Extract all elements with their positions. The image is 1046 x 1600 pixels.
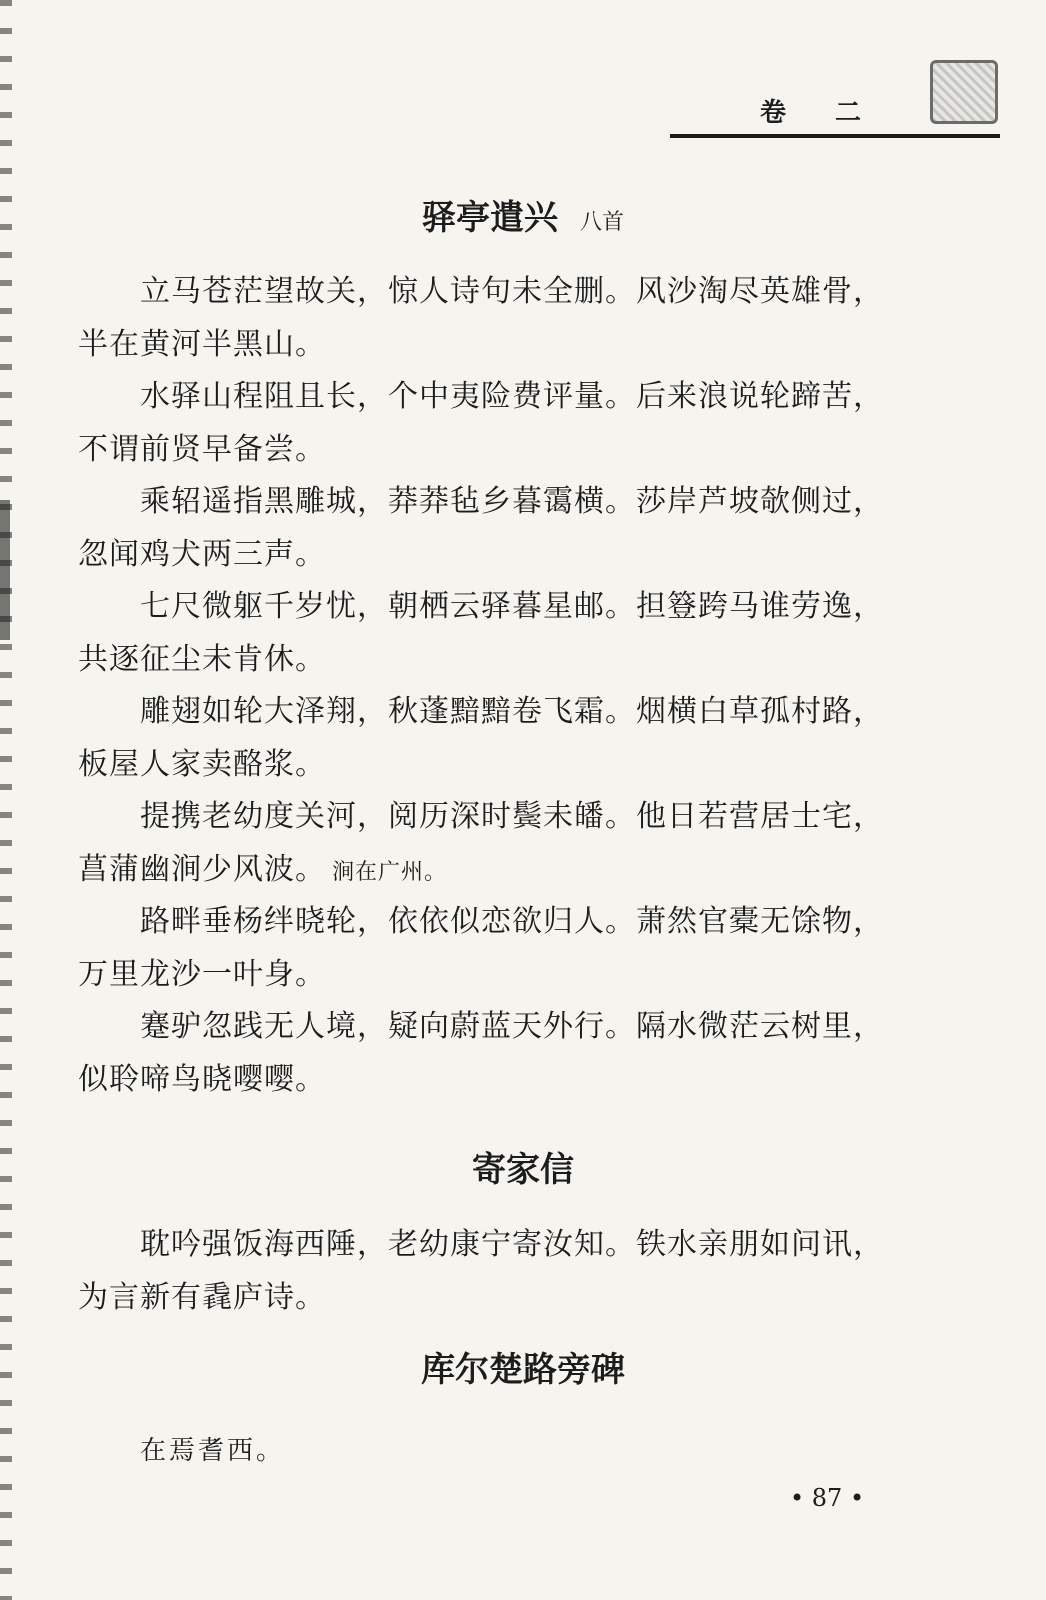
stanza-line-text: 菖蒲幽涧少风波。 [78,852,326,887]
stanza-3 [78,475,912,581]
page-number: • 87 • [790,1484,865,1512]
prose-note: 在焉耆西。 [140,1436,286,1466]
stanza-line: 半在黄河半黑山。 [78,327,326,362]
poem-title-kuerchu [0,1342,1046,1391]
stanza-line: 路畔垂杨绊晓轮，依依似恋欲归人。萧然官橐无馀物， [140,904,884,939]
stanza-line: 万里龙沙一叶身。 [78,957,326,992]
running-head: 卷 二 [759,98,881,128]
poem-title-text: 库尔楚路旁碑 [421,1350,625,1390]
stanza-5 [78,685,912,791]
poem-title-text: 驿亭遣兴 [421,198,558,238]
stanza-line: 耽吟强饭海西陲，老幼康宁寄汝知。铁水亲朋如问讯， [140,1227,884,1262]
header-rule [670,134,1000,138]
poem-title-note: 八首 [579,210,624,235]
poem-title-text: 寄家信 [472,1150,574,1190]
stanza-2 [78,370,912,476]
inline-annotation: 涧在广州。 [332,860,448,885]
stanza-line: 七尺微躯千岁忧，朝栖云驿暮星邮。担簦跨马谁劳逸， [140,589,884,624]
stanza-4 [78,580,912,686]
seal-stamp [930,60,998,124]
stanza-line: 水驿山程阻且长，个中夷险费评量。后来浪说轮蹄苦， [140,379,884,414]
stanza-line: 忽闻鸡犬两三声。 [78,537,326,572]
stanza-7 [78,895,912,1001]
stanza-line: 共逐征尘未肯休。 [78,642,326,677]
stanza-line: 为言新有毳庐诗。 [78,1280,326,1315]
poem-title-jiajiaxin [0,1142,1046,1191]
stanza-line: 雕翅如轮大泽翔，秋蓬黯黯卷飞霜。烟横白草孤村路， [140,694,884,729]
stanza-1 [78,265,912,371]
stanza-8 [78,1000,912,1106]
stanza-line: 似聆啼鸟晓嘤嘤。 [78,1062,326,1097]
stanza-line: 乘轺遥指黑雕城，莽莽毡乡暮霭横。莎岸芦坡欹侧过， [140,484,884,519]
stanza-line: 板屋人家卖酪浆。 [78,747,326,782]
stanza-line: 蹇驴忽践无人境，疑向蔚蓝天外行。隔水微茫云树里， [140,1009,884,1044]
poem-title-yiting [0,190,1046,239]
stanza-line [78,843,912,899]
stanza-jiajiaxin [78,1218,912,1324]
stanza-line: 提携老幼度关河，阅历深时鬓未皤。他日若营居士宅， [140,799,884,834]
stanza-line: 不谓前贤早备尝。 [78,432,326,467]
scanned-page-edge-shadow [0,500,10,640]
stanza-6 [78,790,912,899]
stanza-line: 立马苍茫望故关，惊人诗句未全删。风沙淘尽英雄骨， [140,274,884,309]
